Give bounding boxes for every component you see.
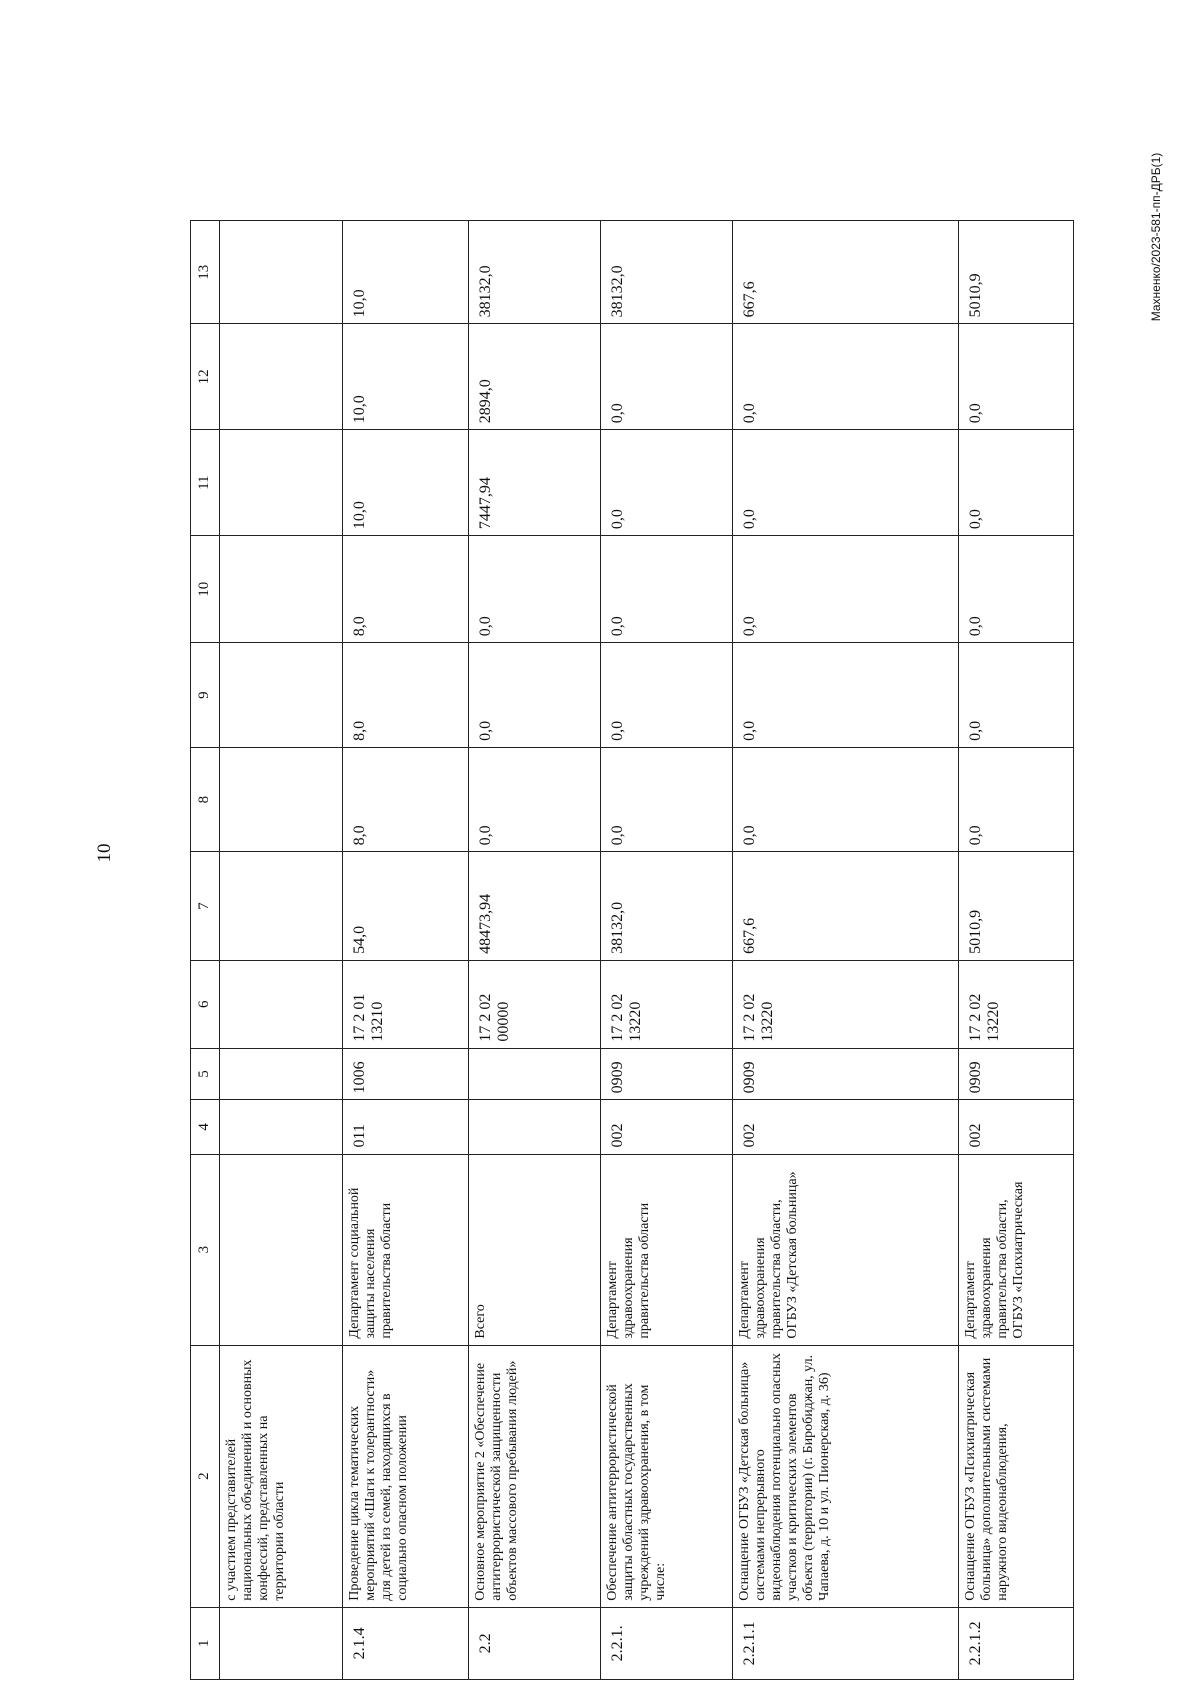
value-col-12: 2894,0 — [469, 324, 601, 430]
item-number — [220, 1607, 343, 1679]
target-code: 17 2 01 13210 — [343, 960, 469, 1048]
grbs-code: 002 — [733, 1100, 959, 1154]
value-col-9: 0,0 — [959, 643, 1074, 748]
value-col-11: 7447,94 — [469, 430, 601, 536]
page-number: 10 — [94, 843, 115, 863]
header-cell: 7 — [191, 852, 220, 960]
table-row — [601, 221, 733, 1680]
value-col-12: 0,0 — [733, 324, 959, 430]
value-col-8: 0,0 — [601, 747, 733, 852]
value-col-11: 0,0 — [733, 430, 959, 536]
table-row — [343, 221, 469, 1680]
value-col-8: 0,0 — [959, 747, 1074, 852]
responsible: Департамент здравоохранения правительства области, ОГБУЗ «Психиатрическая — [959, 1154, 1074, 1345]
program-table — [190, 220, 1074, 1680]
responsible: Департамент здравоохранения правительства области, ОГБУЗ «Детская больница» — [733, 1154, 959, 1345]
value-col-9: 0,0 — [733, 643, 959, 748]
activity-name: Основное мероприятие 2 «Обеспечение антитеррористической защищенности объектов массового пребывания людей» — [469, 1345, 601, 1607]
value-col-8: 0,0 — [469, 747, 601, 852]
target-code: 17 2 02 13220 — [733, 960, 959, 1048]
total-value: 48473,94 — [469, 852, 601, 960]
responsible: Всего — [469, 1154, 601, 1345]
target-code: 17 2 02 13220 — [959, 960, 1074, 1048]
rotated-table-container — [190, 220, 1100, 1680]
item-number: 2.1.4 — [343, 1607, 469, 1679]
table-row — [469, 221, 601, 1680]
responsible: Департамент социальной защиты населения правительства области — [343, 1154, 469, 1345]
total-value: 38132,0 — [601, 852, 733, 960]
grbs-code: 002 — [601, 1100, 733, 1154]
section-code: 0909 — [733, 1048, 959, 1100]
total-value — [220, 852, 343, 960]
value-col-13: 5010,9 — [959, 221, 1074, 324]
value-col-8: 8,0 — [343, 747, 469, 852]
header-cell: 1 — [191, 1607, 220, 1679]
item-number: 2.2.1. — [601, 1607, 733, 1679]
value-col-13: 10,0 — [343, 221, 469, 324]
value-col-10: 0,0 — [469, 536, 601, 643]
value-col-9: 0,0 — [601, 643, 733, 748]
grbs-code: 002 — [959, 1100, 1074, 1154]
section-code: 0909 — [601, 1048, 733, 1100]
activity-name: Оснащение ОГБУЗ «Психиатрическая больница» дополнительными системами наружного видеонаблюдения, — [959, 1345, 1074, 1607]
header-cell: 13 — [191, 221, 220, 324]
header-cell: 10 — [191, 536, 220, 643]
activity-name: с участием представителей национальных объединений и основных конфессий, представленных на территории области — [220, 1345, 343, 1607]
responsible: Департамент здравоохранения правительства области — [601, 1154, 733, 1345]
table-row — [220, 221, 343, 1680]
value-col-10: 0,0 — [733, 536, 959, 643]
activity-name: Оснащение ОГБУЗ «Детская больница» системами непрерывного видеонаблюдения потенциально опасных участков и критических элементов объекта (территории) (г. Биробиджан, ул. Чапаева, д. 10 и ул. Пионерская, д. 36) — [733, 1345, 959, 1607]
target-code: 17 2 02 13220 — [601, 960, 733, 1048]
value-col-11: 10,0 — [343, 430, 469, 536]
total-value: 667,6 — [733, 852, 959, 960]
value-col-10 — [220, 536, 343, 643]
value-col-10: 8,0 — [343, 536, 469, 643]
target-code: 17 2 02 00000 — [469, 960, 601, 1048]
value-col-8: 0,0 — [733, 747, 959, 852]
table-row — [959, 221, 1074, 1680]
value-col-11: 0,0 — [959, 430, 1074, 536]
target-code — [220, 960, 343, 1048]
item-number: 2.2.1.2 — [959, 1607, 1074, 1679]
total-value: 5010,9 — [959, 852, 1074, 960]
grbs-code — [220, 1100, 343, 1154]
activity-name: Проведение цикла тематических мероприятий «Шаги к толерантности» для детей из семей, находящихся в социально опасном положении — [343, 1345, 469, 1607]
document-code: Махненко/2023-581-пп-ДРБ(1) — [1149, 152, 1163, 322]
item-number: 2.2 — [469, 1607, 601, 1679]
item-number: 2.2.1.1 — [733, 1607, 959, 1679]
header-cell: 4 — [191, 1100, 220, 1154]
header-cell: 8 — [191, 747, 220, 852]
value-col-12: 0,0 — [601, 324, 733, 430]
header-cell: 6 — [191, 960, 220, 1048]
value-col-9 — [220, 643, 343, 748]
value-col-10: 0,0 — [959, 536, 1074, 643]
responsible — [220, 1154, 343, 1345]
value-col-12: 0,0 — [959, 324, 1074, 430]
value-col-13 — [220, 221, 343, 324]
header-cell: 12 — [191, 324, 220, 430]
grbs-code — [469, 1100, 601, 1154]
value-col-8 — [220, 747, 343, 852]
value-col-13: 38132,0 — [601, 221, 733, 324]
section-code: 0909 — [959, 1048, 1074, 1100]
total-value: 54,0 — [343, 852, 469, 960]
header-cell: 5 — [191, 1048, 220, 1100]
section-code — [220, 1048, 343, 1100]
header-cell: 9 — [191, 643, 220, 748]
table-row — [733, 221, 959, 1680]
value-col-12 — [220, 324, 343, 430]
value-col-9: 0,0 — [469, 643, 601, 748]
header-row — [191, 221, 220, 1680]
value-col-9: 8,0 — [343, 643, 469, 748]
value-col-10: 0,0 — [601, 536, 733, 643]
value-col-11 — [220, 430, 343, 536]
value-col-11: 0,0 — [601, 430, 733, 536]
header-cell: 2 — [191, 1345, 220, 1607]
value-col-13: 38132,0 — [469, 221, 601, 324]
header-cell: 11 — [191, 430, 220, 536]
header-cell: 3 — [191, 1154, 220, 1345]
activity-name: Обеспечение антитеррористической защиты областных государственных учреждений здравоохранения, в том числе: — [601, 1345, 733, 1607]
value-col-12: 10,0 — [343, 324, 469, 430]
section-code: 1006 — [343, 1048, 469, 1100]
value-col-13: 667,6 — [733, 221, 959, 324]
grbs-code: 011 — [343, 1100, 469, 1154]
section-code — [469, 1048, 601, 1100]
